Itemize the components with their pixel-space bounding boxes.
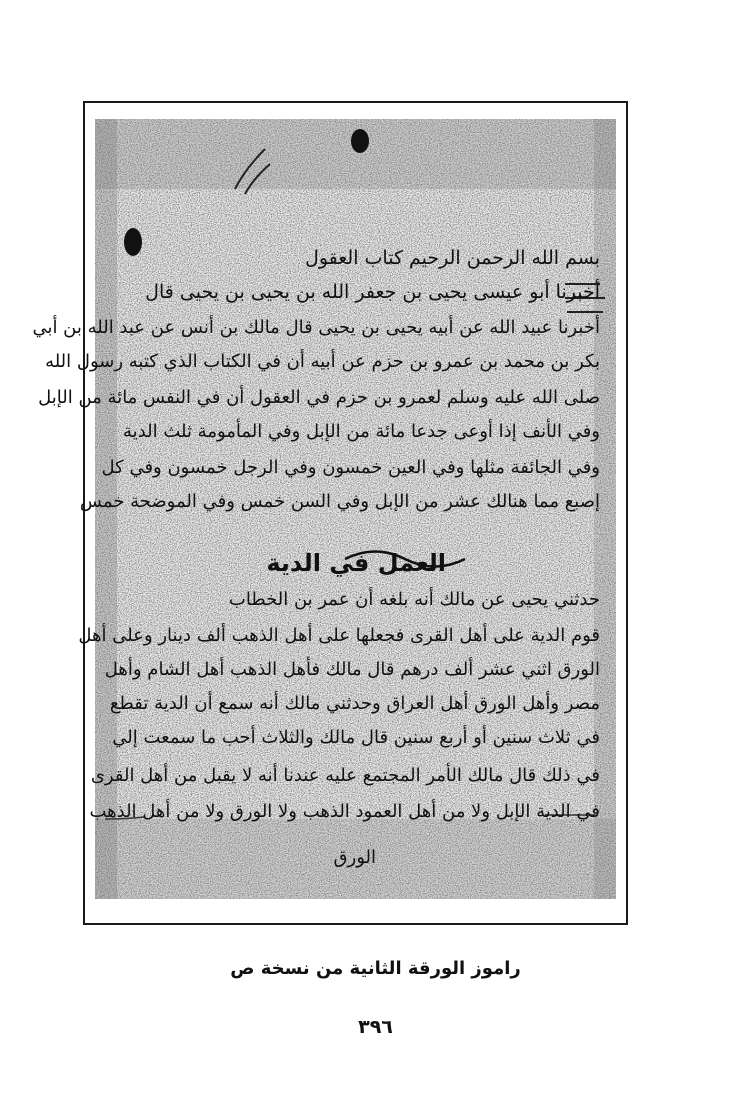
plate-caption: راموز الورقة الثانية من نسخة ص [230,958,521,979]
manuscript-line: في الدية الإبل ولا من أهل العمود الذهب ولا الورق ولا من أهل الذهب [89,801,600,822]
page-number: ٣٩٦ [358,1016,393,1038]
manuscript-line: في ثلاث سنين أو أربع سنين قال مالك والثلاث أحب ما سمعت إلي [112,727,600,748]
manuscript-line: الورق اثني عشر ألف درهم قال مالك فأهل الذهب أهل الشام وأهل [104,659,600,680]
manuscript-line: العمل في الدية [266,549,446,577]
plate-frame [32,101,628,925]
manuscript-line: بسم الله الرحمن الرحيم كتاب العقول [305,247,600,269]
manuscript-text [32,119,616,899]
manuscript-line: في ذلك قال مالك الأمر المجتمع عليه عندنا أنه لا يقبل من أهل القرى [90,765,600,786]
manuscript-line: صلى الله عليه وسلم لعمرو بن حزم في العقول أن في النفس مائة من الإبل [38,387,600,408]
manuscript-line: بكر بن محمد بن عمرو بن حزم عن أبيه أن في الكتاب الذي كتبه رسول الله [45,351,600,372]
manuscript-line: قوم الدية على أهل القرى فجعلها على أهل الذهب ألف دينار وعلى أهل [78,625,600,646]
manuscript-line: وفي الجائفة مثلها وفي العين خمسون وفي الرجل خمسون وفي كل [101,457,600,478]
manuscript-line: مصر وأهل الورق أهل العراق وحدثني مالك أنه سمع أن الدية تقطع [109,693,600,714]
manuscript-line: إصبع مما هنالك عشر من الإبل وفي السن خمس وفي الموضحة خمس [79,491,600,512]
manuscript-line: وفي الأنف إذا أوعى جدعا مائة من الإبل وفي المأمومة ثلث الدية [123,421,600,442]
manuscript-line: حدثني يحيى عن مالك أنه بلغه أن عمر بن الخطاب [228,589,600,610]
manuscript-image [32,119,616,899]
manuscript-line: الورق [333,847,376,868]
manuscript-line: أخبرنا أبو عيسى يحيى بن جعفر الله بن يحيى بن يحيى قال [145,281,600,303]
manuscript-line: أخبرنا عبيد الله عن أبيه يحيى بن يحيى قال مالك بن أنس عن عبد الله بن أبي [32,317,600,338]
